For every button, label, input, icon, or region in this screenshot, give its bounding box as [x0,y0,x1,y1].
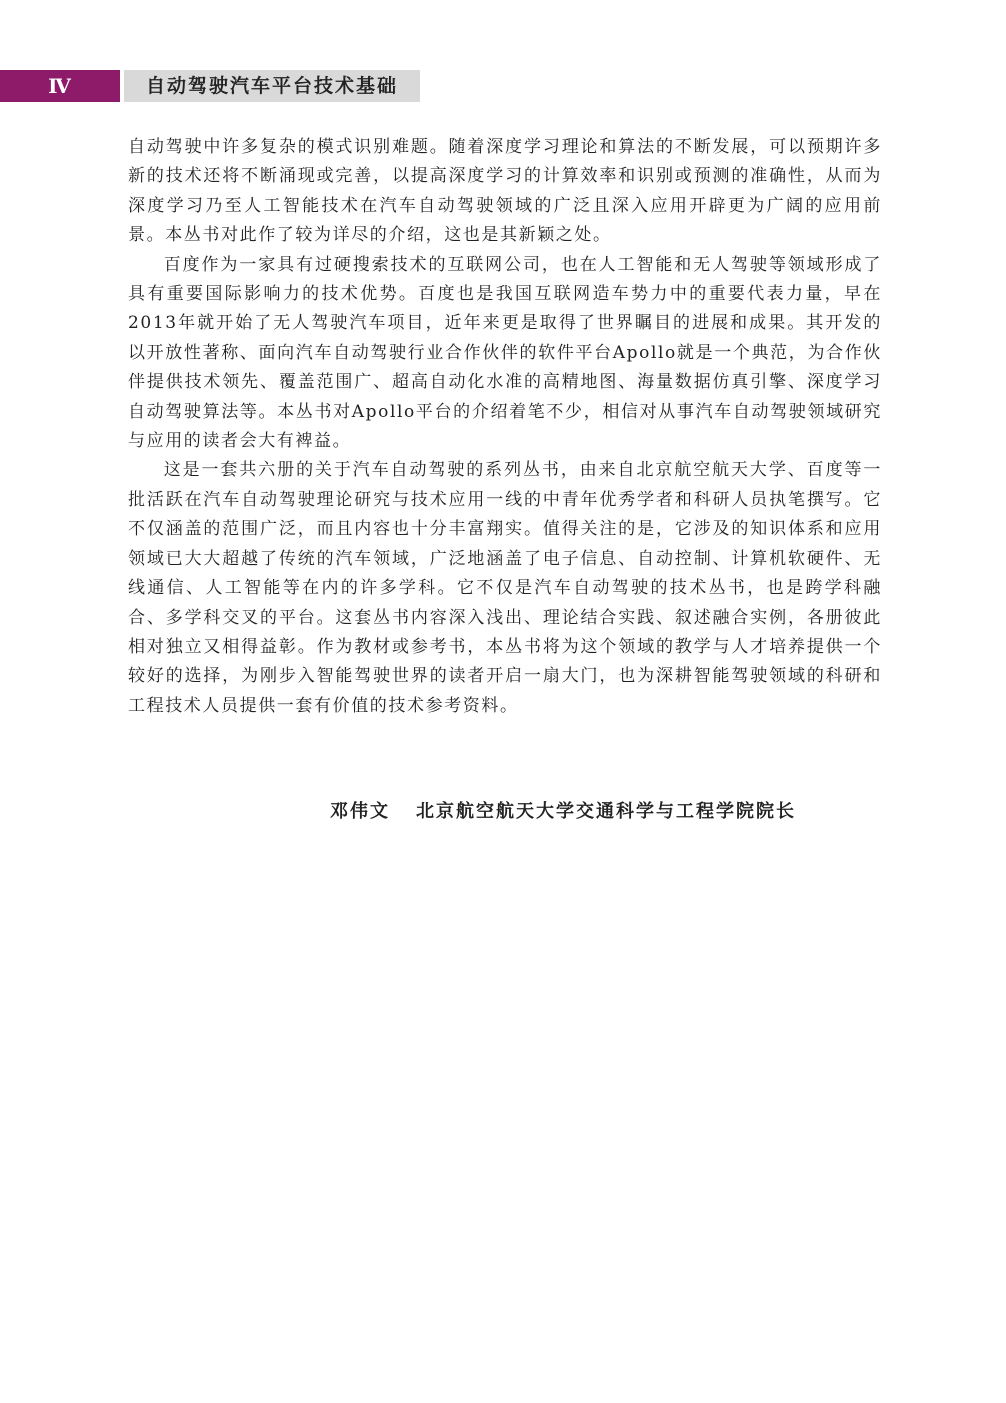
running-title: 自动驾驶汽车平台技术基础 [124,70,420,102]
running-header [0,70,420,102]
body-text [128,133,882,721]
paragraph-3: 这是一套共六册的关于汽车自动驾驶的系列丛书，由来自北京航空航天大学、百度等一批活跃在汽车自动驾驶理论研究与技术应用一线的中青年优秀学者和科研人员执笔撰写。它不仅涵盖的范围广泛，而且内容也十分丰富翔实。值得关注的是，它涉及的知识体系和应用领域已大大超越了传统的汽车领域，广泛地涵盖了电子信息、自动控制、计算机软硬件、无线通信、人工智能等在内的许多学科。它不仅是汽车自动驾驶的技术丛书，也是跨学科融合、多学科交叉的平台。这套丛书内容深入浅出、理论结合实践、叙述融合实例，各册彼此相对独立又相得益彰。作为教材或参考书，本丛书将为这个领域的教学与人才培养提供一个较好的选择，为刚步入智能驾驶世界的读者开启一扇大门，也为深耕智能驾驶领域的科研和工程技术人员提供一套有价值的技术参考资料。 [128,460,882,716]
page-number: Ⅳ [0,70,120,102]
paragraph-2: 百度作为一家具有过硬搜索技术的互联网公司，也在人工智能和无人驾驶等领域形成了具有重要国际影响力的技术优势。百度也是我国互联网造车势力中的重要代表力量，早在2013年就开始了无人驾驶汽车项目，近年来更是取得了世界瞩目的进展和成果。其开发的以开放性著称、面向汽车自动驾驶行业合作伙伴的软件平台Apollo就是一个典范，为合作伙伴提供技术领先、覆盖范围广、超高自动化水准的高精地图、海量数据仿真引擎、深度学习自动驾驶算法等。本丛书对Apollo平台的介绍着笔不少，相信对从事汽车自动驾驶领域研究与应用的读者会大有裨益。 [128,254,882,452]
signature-name: 邓伟文 [330,801,390,822]
paragraph-1: 自动驾驶中许多复杂的模式识别难题。随着深度学习理论和算法的不断发展，可以预期许多新的技术还将不断涌现或完善，以提高深度学习的计算效率和识别或预测的准确性，从而为深度学习乃至人工智能技术在汽车自动驾驶领域的广泛且深入应用开辟更为广阔的应用前景。本丛书对此作了较为详尽的介绍，这也是其新颖之处。 [128,137,882,246]
signature [330,797,796,827]
signature-title: 北京航空航天大学交通科学与工程学院院长 [416,801,796,822]
